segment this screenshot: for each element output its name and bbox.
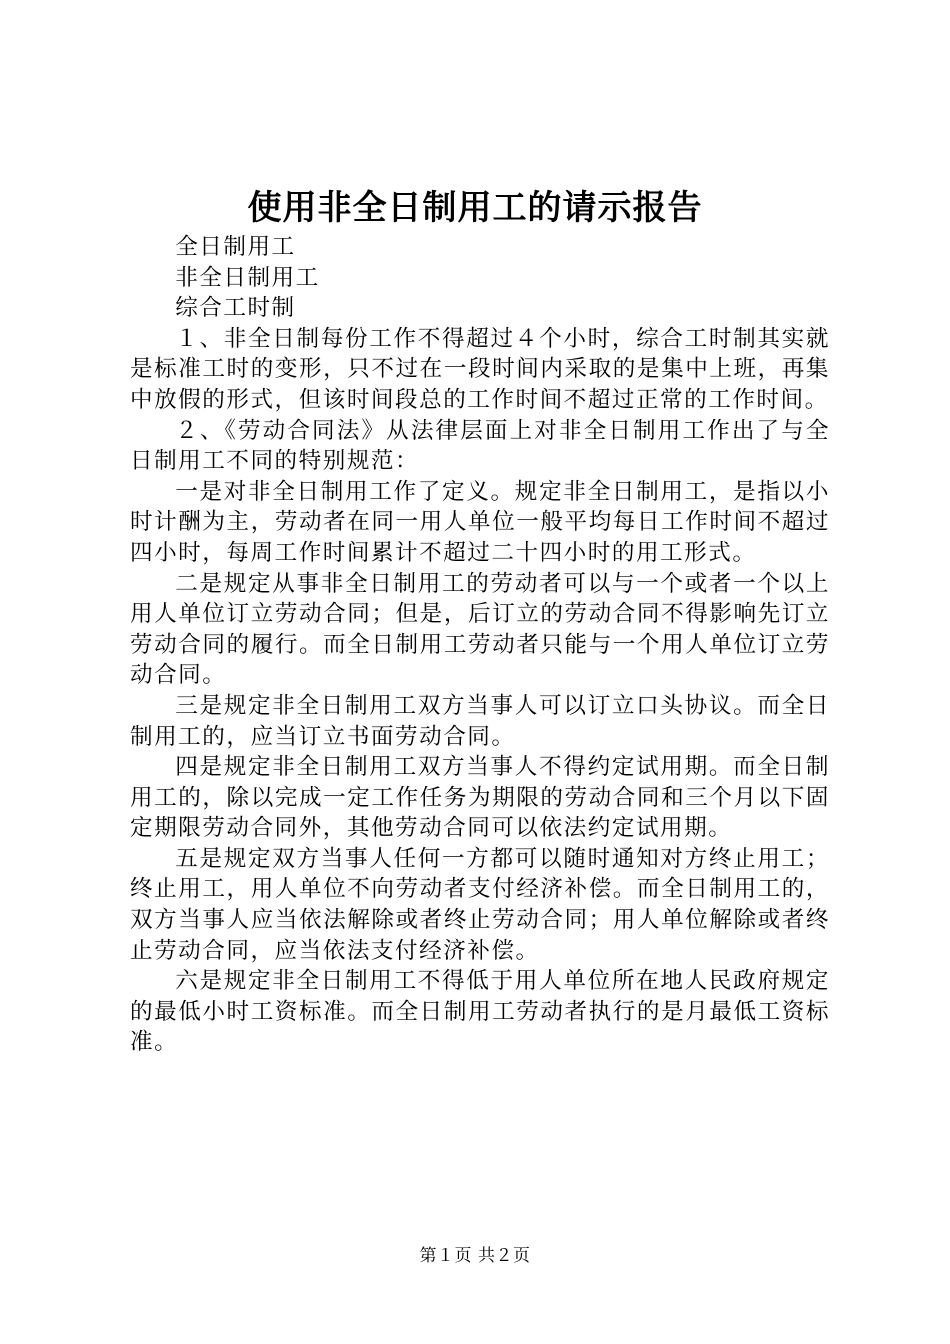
paragraph-1: １、非全日制每份工作不得超过４个小时，综合工时制其实就是标准工时的变形，只不过在一段时间内采取的是集中上班，再集中放假的形式，但该时间段总的工作时间不超过正常的工作时间。 bbox=[130, 325, 830, 413]
paragraph-point-2: 二是规定从事非全日制用工的劳动者可以与一个或者一个以上用人单位订立劳动合同；但是，后订立的劳动合同不得影响先订立劳动合同的履行。而全日制用工劳动者只能与一个用人单位订立劳动合同。 bbox=[130, 570, 830, 689]
paragraph-point-3: 三是规定非全日制用工双方当事人可以订立口头协议。而全日制用工的，应当订立书面劳动合同。 bbox=[130, 692, 830, 750]
page-footer: 第１页 共２页 bbox=[419, 1246, 531, 1266]
document-title: 使用非全日制用工的请示报告 bbox=[247, 188, 703, 228]
term-comprehensive-hours: 综合工时制 bbox=[175, 295, 296, 322]
paragraph-point-1: 一是对非全日制用工作了定义。规定非全日制用工，是指以小时计酬为主，劳动者在同一用人单位一般平均每日工作时间不超过四小时，每周工作时间累计不超过二十四小时的用工形式。 bbox=[130, 478, 830, 566]
term-part-time: 非全日制用工 bbox=[175, 264, 320, 291]
paragraph-2: ２、《劳动合同法》从法律层面上对非全日制用工作出了与全日制用工不同的特别规范： bbox=[130, 417, 830, 475]
term-full-time: 全日制用工 bbox=[175, 234, 296, 260]
paragraph-point-4: 四是规定非全日制用工双方当事人不得约定试用期。而全日制用工的，除以完成一定工作任务为期限的劳动合同和三个月以下固定期限劳动合同外，其他劳动合同可以依法约定试用期。 bbox=[130, 754, 830, 842]
paragraph-point-5: 五是规定双方当事人任何一方都可以随时通知对方终止用工；终止用工，用人单位不向劳动者支付经济补偿。而全日制用工的，双方当事人应当依法解除或者终止劳动合同；用人单位解除或者终止劳动合同，应当依法支付经济补偿。 bbox=[130, 845, 830, 964]
document-body bbox=[130, 232, 830, 1058]
paragraph-point-6: 六是规定非全日制用工不得低于用人单位所在地人民政府规定的最低小时工资标准。而全日制用工劳动者执行的是月最低工资标准。 bbox=[130, 968, 830, 1056]
